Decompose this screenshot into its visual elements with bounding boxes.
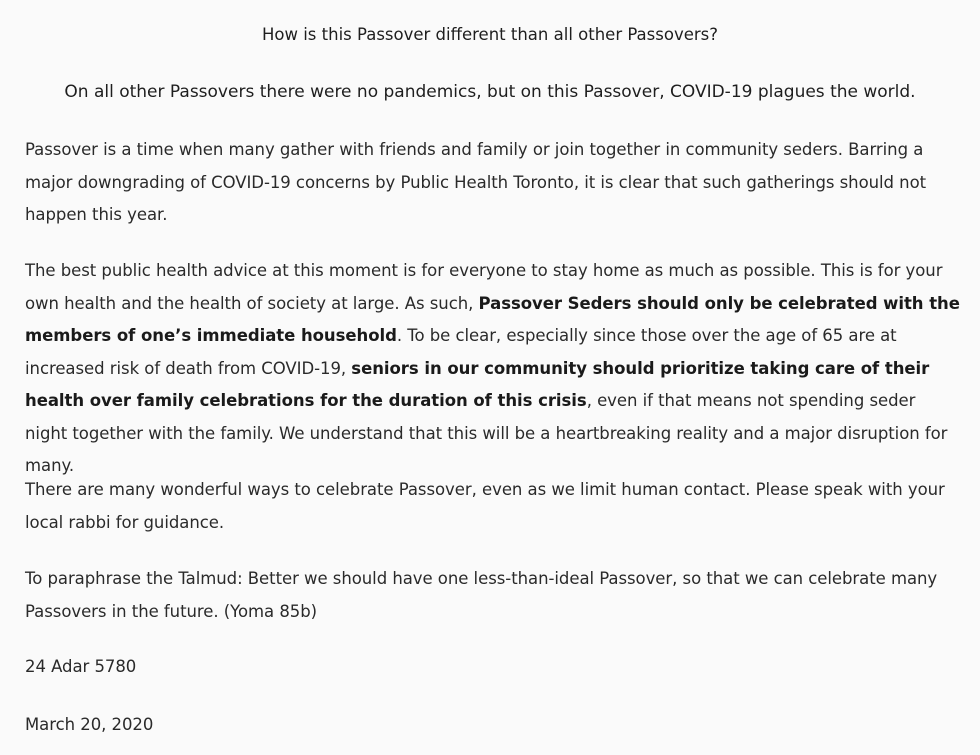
heading-answer: On all other Passovers there were no pandemics, but on this Passover, COVID-19 plagues the world. — [64, 82, 916, 102]
paragraph-text: The best public health advice at this moment is for everyone to stay home as much as possible. This is for your own health and the health of society at large. As such, — [25, 261, 943, 313]
bold-seniors-priority: seniors in our community should prioritize taking care of their health over family celebrations for the duration of this crisis — [25, 358, 930, 410]
gregorian-date: March 20, 2020 — [25, 715, 154, 734]
paragraph-public-health-advice — [25, 255, 960, 483]
hebrew-date: 24 Adar 5780 — [25, 657, 137, 676]
paragraph-text: , even if that means not spending seder night together with the family. We understand that this will be a heartbreaking reality and a major disruption for many. — [25, 391, 948, 475]
paragraph-talmud-quote: To paraphrase the Talmud: Better we should have one less-than-ideal Passover, so that we can celebrate many Passovers in the future. (Yoma 85b) — [25, 569, 938, 621]
paragraph-text: . To be clear, especially since those over the age of 65 are at increased risk of death from COVID-19, — [25, 326, 897, 378]
bold-household-seders: Passover Seders should only be celebrated with the members of one’s immediate household — [25, 293, 960, 345]
paragraph-ways-to-celebrate: There are many wonderful ways to celebrate Passover, even as we limit human contact. Please speak with your local rabbi for guidance. — [25, 480, 945, 532]
paragraph-gatherings: Passover is a time when many gather with friends and family or join together in community seders. Barring a major downgrading of COVID-19 concerns by Public Health Toronto, it is clear that such gatherings should not happen this year. — [25, 140, 927, 224]
heading-question: How is this Passover different than all other Passovers? — [261, 25, 719, 44]
